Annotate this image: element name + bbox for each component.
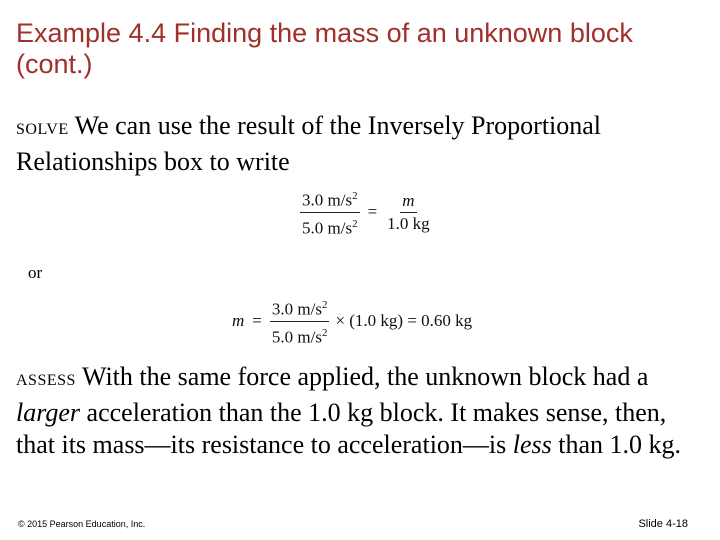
assess-emphasis-larger: larger bbox=[16, 398, 81, 427]
eq1-equals-sign: = bbox=[367, 202, 378, 222]
eq2-tail: × (1.0 kg) = 0.60 kg bbox=[335, 311, 473, 331]
assess-paragraph bbox=[16, 361, 706, 461]
assess-emphasis-less: less bbox=[512, 430, 552, 459]
eq2-lhs: m bbox=[232, 311, 245, 331]
eq1-right-numerator: m bbox=[402, 190, 415, 210]
equation-ratio bbox=[300, 187, 432, 237]
eq1-left-denominator: 5.0 m/s bbox=[302, 218, 353, 238]
or-connector: or bbox=[28, 263, 43, 282]
fraction-masses bbox=[385, 192, 432, 233]
slide-number: Slide 4-18 bbox=[638, 518, 688, 530]
assess-text-2: acceleration than the 1.0 kg block. It makes sense, then, that its mass—its resistance to acceleration—is bbox=[16, 398, 667, 459]
eq2-numerator-exponent: 2 bbox=[321, 299, 328, 311]
assess-text-1: With the same force applied, the unknown block had a bbox=[75, 362, 649, 391]
assess-label: ASSESS bbox=[16, 372, 76, 389]
eq1-right-denominator: 1.0 kg bbox=[387, 213, 430, 233]
fraction-accelerations bbox=[300, 187, 360, 237]
solve-label: SOLVE bbox=[16, 121, 69, 138]
eq2-denominator: 5.0 m/s bbox=[271, 327, 322, 347]
eq2-denominator-exponent: 2 bbox=[321, 326, 328, 339]
eq2-equals-sign: = bbox=[252, 311, 262, 331]
assess-text-3: than 1.0 kg. bbox=[551, 430, 682, 459]
copyright-notice: © 2015 Pearson Education, Inc. bbox=[18, 519, 146, 529]
solve-paragraph bbox=[16, 110, 706, 178]
eq2-numerator: 3.0 m/s bbox=[271, 299, 322, 319]
slide-title: Example 4.4 Finding the mass of an unknown block (cont.) bbox=[16, 18, 633, 79]
solve-text: We can use the result of the Inversely Proportional Relationships box to write bbox=[16, 111, 602, 176]
eq1-left-numerator-exponent: 2 bbox=[352, 190, 358, 202]
equation-mass-result bbox=[232, 296, 472, 346]
eq1-left-denominator-exponent: 2 bbox=[352, 217, 358, 230]
fraction-accelerations-2 bbox=[270, 296, 330, 346]
eq1-left-numerator: 3.0 m/s bbox=[302, 190, 353, 210]
